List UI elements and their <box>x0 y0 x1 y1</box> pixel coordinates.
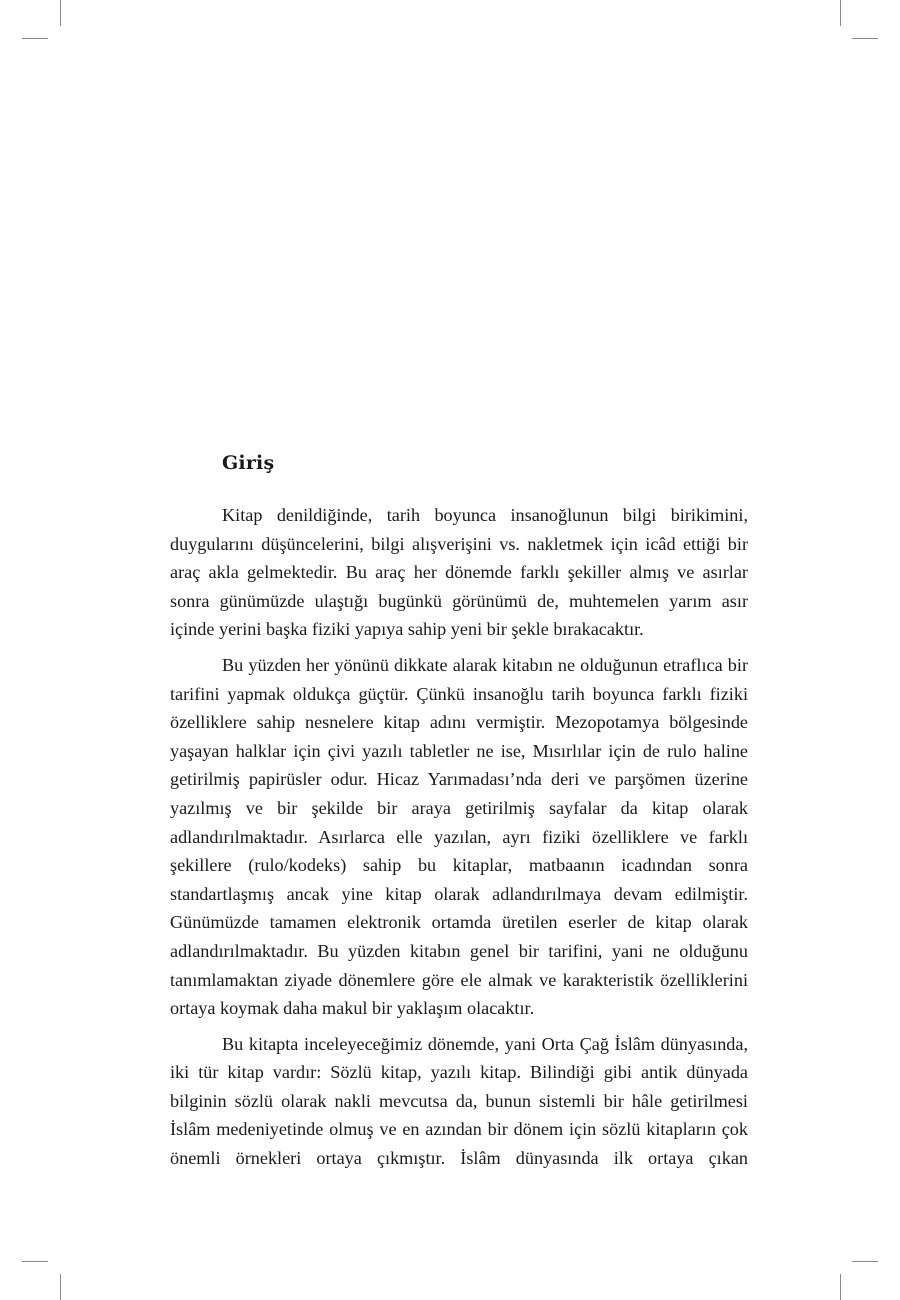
crop-mark-bottom-right-vertical <box>840 1274 841 1300</box>
crop-mark-top-left-vertical <box>60 0 61 26</box>
body-text-block <box>170 452 748 1180</box>
paragraph-1: Kitap denildiğinde, tarih boyunca insanoğlunun bilgi birikimini, duygularını düşüncelerini, bilgi alışverişini vs. nakletmek için icâd ettiği bir araç akla gelmektedir. Bu araç her dönemde farklı şekiller almış ve asırlar sonra günümüzde ulaştığı bugünkü görünümü de, muhtemelen yarım asır içinde yerini başka fiziki yapıya sahip yeni bir şekle bırakacaktır. <box>170 505 748 640</box>
section-heading: Giriş <box>222 452 275 474</box>
crop-mark-bottom-left-horizontal <box>22 1261 48 1262</box>
paragraph-3: Bu kitapta inceleyeceğimiz dönemde, yani Orta Çağ İslâm dünyasında, iki tür kitap vardır: Sözlü kitap, yazılı kitap. Bilindiği gibi antik dünyada bilginin sözlü olarak nakli mevcutsa da, bunun sistemli bir hâle getirilmesi İslâm medeniyetinde olmuş ve en azından bir dönem için sözlü kitapların çok önemli örnekleri ortaya çıkmıştır. İslâm dünyasında ilk ortaya çıkan <box>170 1033 748 1169</box>
crop-mark-bottom-left-vertical <box>60 1274 61 1300</box>
paragraph-2: Bu yüzden her yönünü dikkate alarak kitabın ne olduğunun etraflıca bir tarifini yapmak oldukça güçtür. Çünkü insanoğlu tarih boyunca farklı fiziki özelliklere sahip nesnelere kitap adını vermiştir. Mezopotamya bölgesinde yaşayan halklar için çivi yazılı tabletler ne ise, Mısırlılar için de rulo haline getirilmiş papirüsler odur. Hicaz Yarımadası’nda deri ve parşömen üzerine yazılmış ve bir şekilde bir araya getirilmiş sayfalar da kitap olarak adlandırılmaktadır. Asırlarca elle yazılan, ayrı fiziki özelliklere ve farklı şekillere (rulo/kodeks) sahip bu kitaplar, matbaanın icadından sonra standartlaşmış ancak yine kitap olarak adlandırılmaya devam edilmiştir. Günümüzde tamamen elektronik ortamda üretilen eserler de kitap olarak adlandırılmaktadır. Bu yüzden kitabın genel bir tarifini, yani ne olduğunu tanımlamaktan ziyade dönemlere göre ele almak ve karakteristik özelliklerini ortaya koymak daha makul bir yaklaşım olacaktır. <box>170 654 748 1019</box>
crop-mark-top-right-vertical <box>840 0 841 26</box>
crop-mark-top-right-horizontal <box>852 38 878 39</box>
crop-mark-bottom-right-horizontal <box>852 1261 878 1262</box>
crop-mark-top-left-horizontal <box>22 38 48 39</box>
